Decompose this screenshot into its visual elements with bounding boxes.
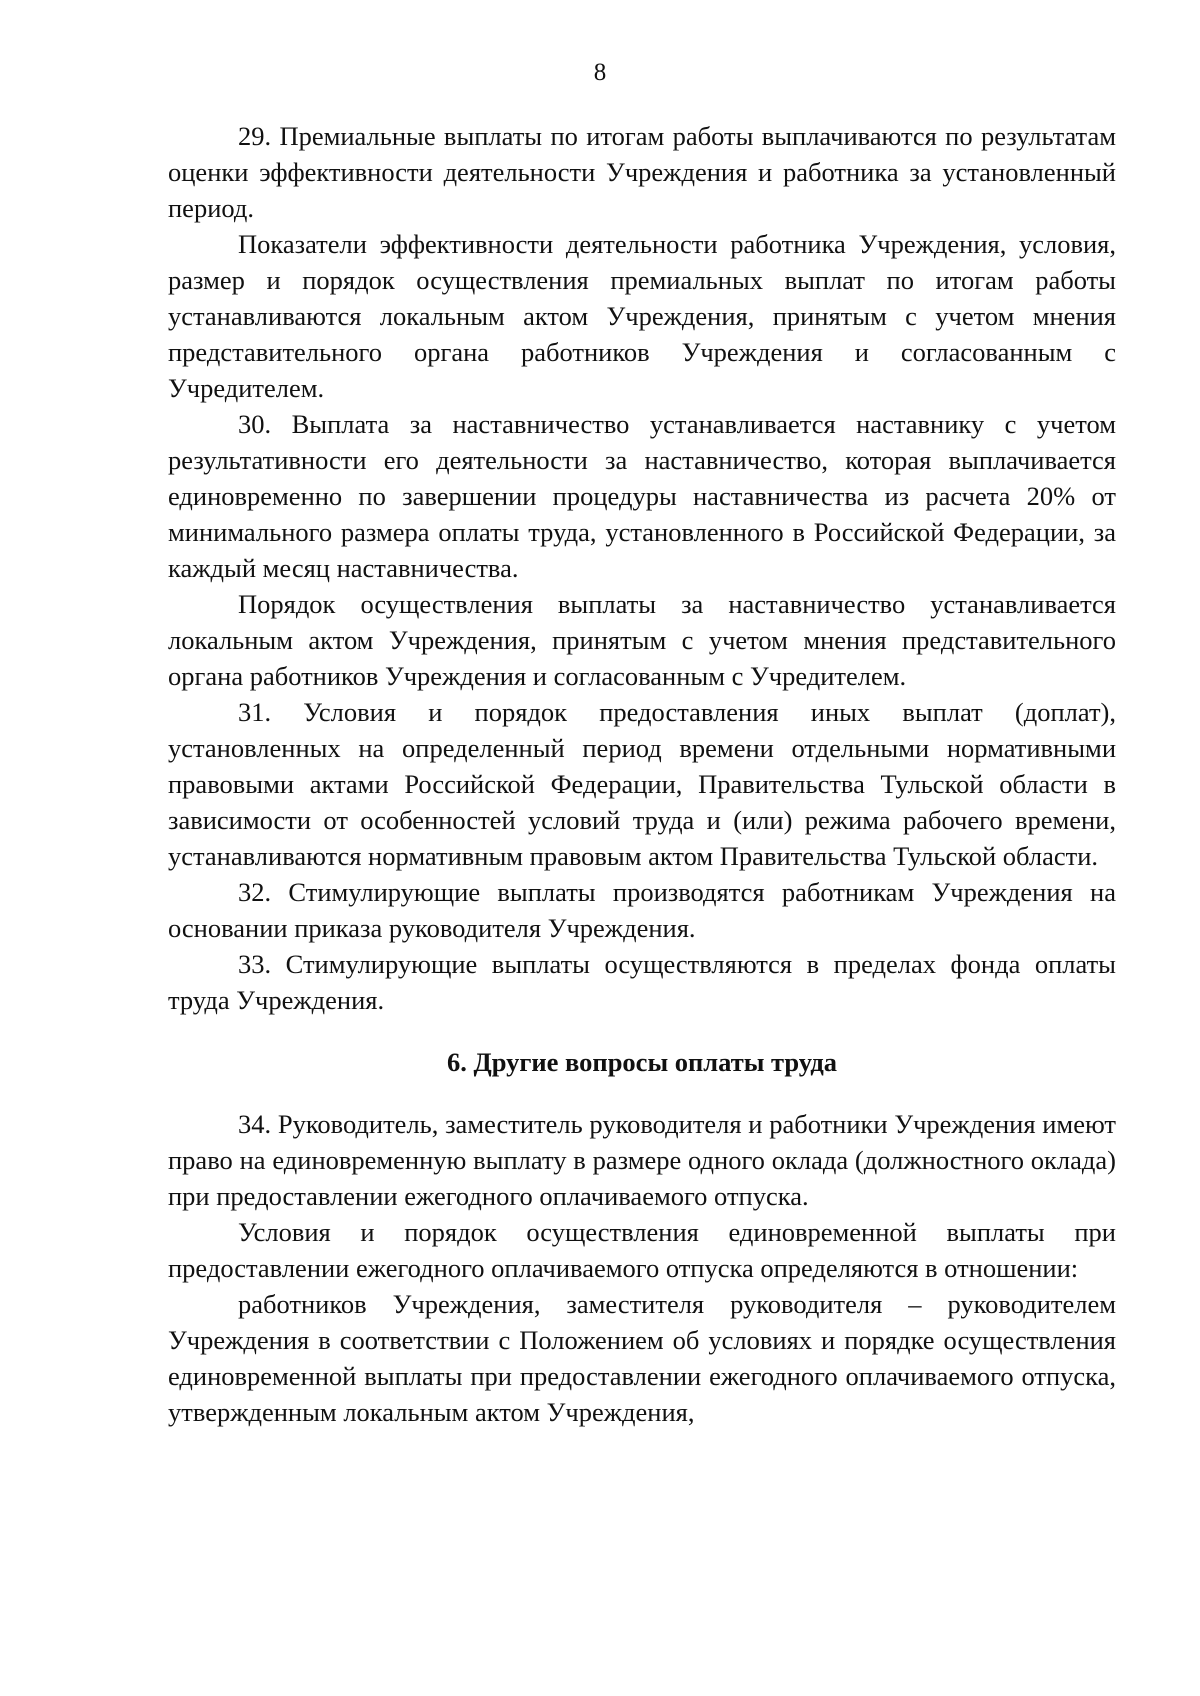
paragraph-29-indicators: Показатели эффективности деятельности работника Учреждения, условия, размер и порядок осуществления премиальных выплат по итогам работы устанавливаются локальным актом Учреждения, принятым с учетом мнения представительного органа работников Учреждения и согласованным с Учредителем.	[168, 229, 1116, 403]
paragraph-32: 32. Стимулирующие выплаты производятся работникам Учреждения на основании приказа руководителя Учреждения.	[168, 877, 1116, 943]
paragraph-34-employees: работников Учреждения, заместителя руководителя – руководителем Учреждения в соответствии с Положением об условиях и порядке осуществления единовременной выплаты при предоставлении ежегодного оплачиваемого отпуска, утвержденным локальным актом Учреждения,	[168, 1289, 1116, 1427]
page-number: 8	[593, 59, 607, 86]
document-body	[168, 118, 1116, 1430]
paragraph-33: 33. Стимулирующие выплаты осуществляются в пределах фонда оплаты труда Учреждения.	[168, 949, 1116, 1015]
section-heading: 6. Другие вопросы оплаты труда	[446, 1047, 838, 1077]
paragraph-29: 29. Премиальные выплаты по итогам работы выплачиваются по результатам оценки эффективности деятельности Учреждения и работника за установленный период.	[168, 121, 1116, 223]
paragraph-30: 30. Выплата за наставничество устанавливается наставнику с учетом результативности его деятельности за наставничество, которая выплачивается единовременно по завершении процедуры наставничества из расчета 20% от минимального размера оплаты труда, установленного в Российской Федерации, за каждый месяц наставничества.	[168, 409, 1116, 583]
paragraph-34: 34. Руководитель, заместитель руководителя и работники Учреждения имеют право на единовременную выплату в размере одного оклада (должностного оклада) при предоставлении ежегодного оплачиваемого отпуска.	[168, 1109, 1116, 1211]
paragraph-30-procedure: Порядок осуществления выплаты за наставничество устанавливается локальным актом Учреждения, принятым с учетом мнения представительного органа работников Учреждения и согласованным с Учредителем.	[168, 589, 1116, 691]
paragraph-31: 31. Условия и порядок предоставления иных выплат (доплат), установленных на определенный период времени отдельными нормативными правовыми актами Российской Федерации, Правительства Тульской области в зависимости от особенностей условий труда и (или) режима рабочего времени, устанавливаются нормативным правовым актом Правительства Тульской области.	[168, 697, 1116, 871]
paragraph-34-conditions: Условия и порядок осуществления единовременной выплаты при предоставлении ежегодного оплачиваемого отпуска определяются в отношении:	[168, 1217, 1116, 1283]
